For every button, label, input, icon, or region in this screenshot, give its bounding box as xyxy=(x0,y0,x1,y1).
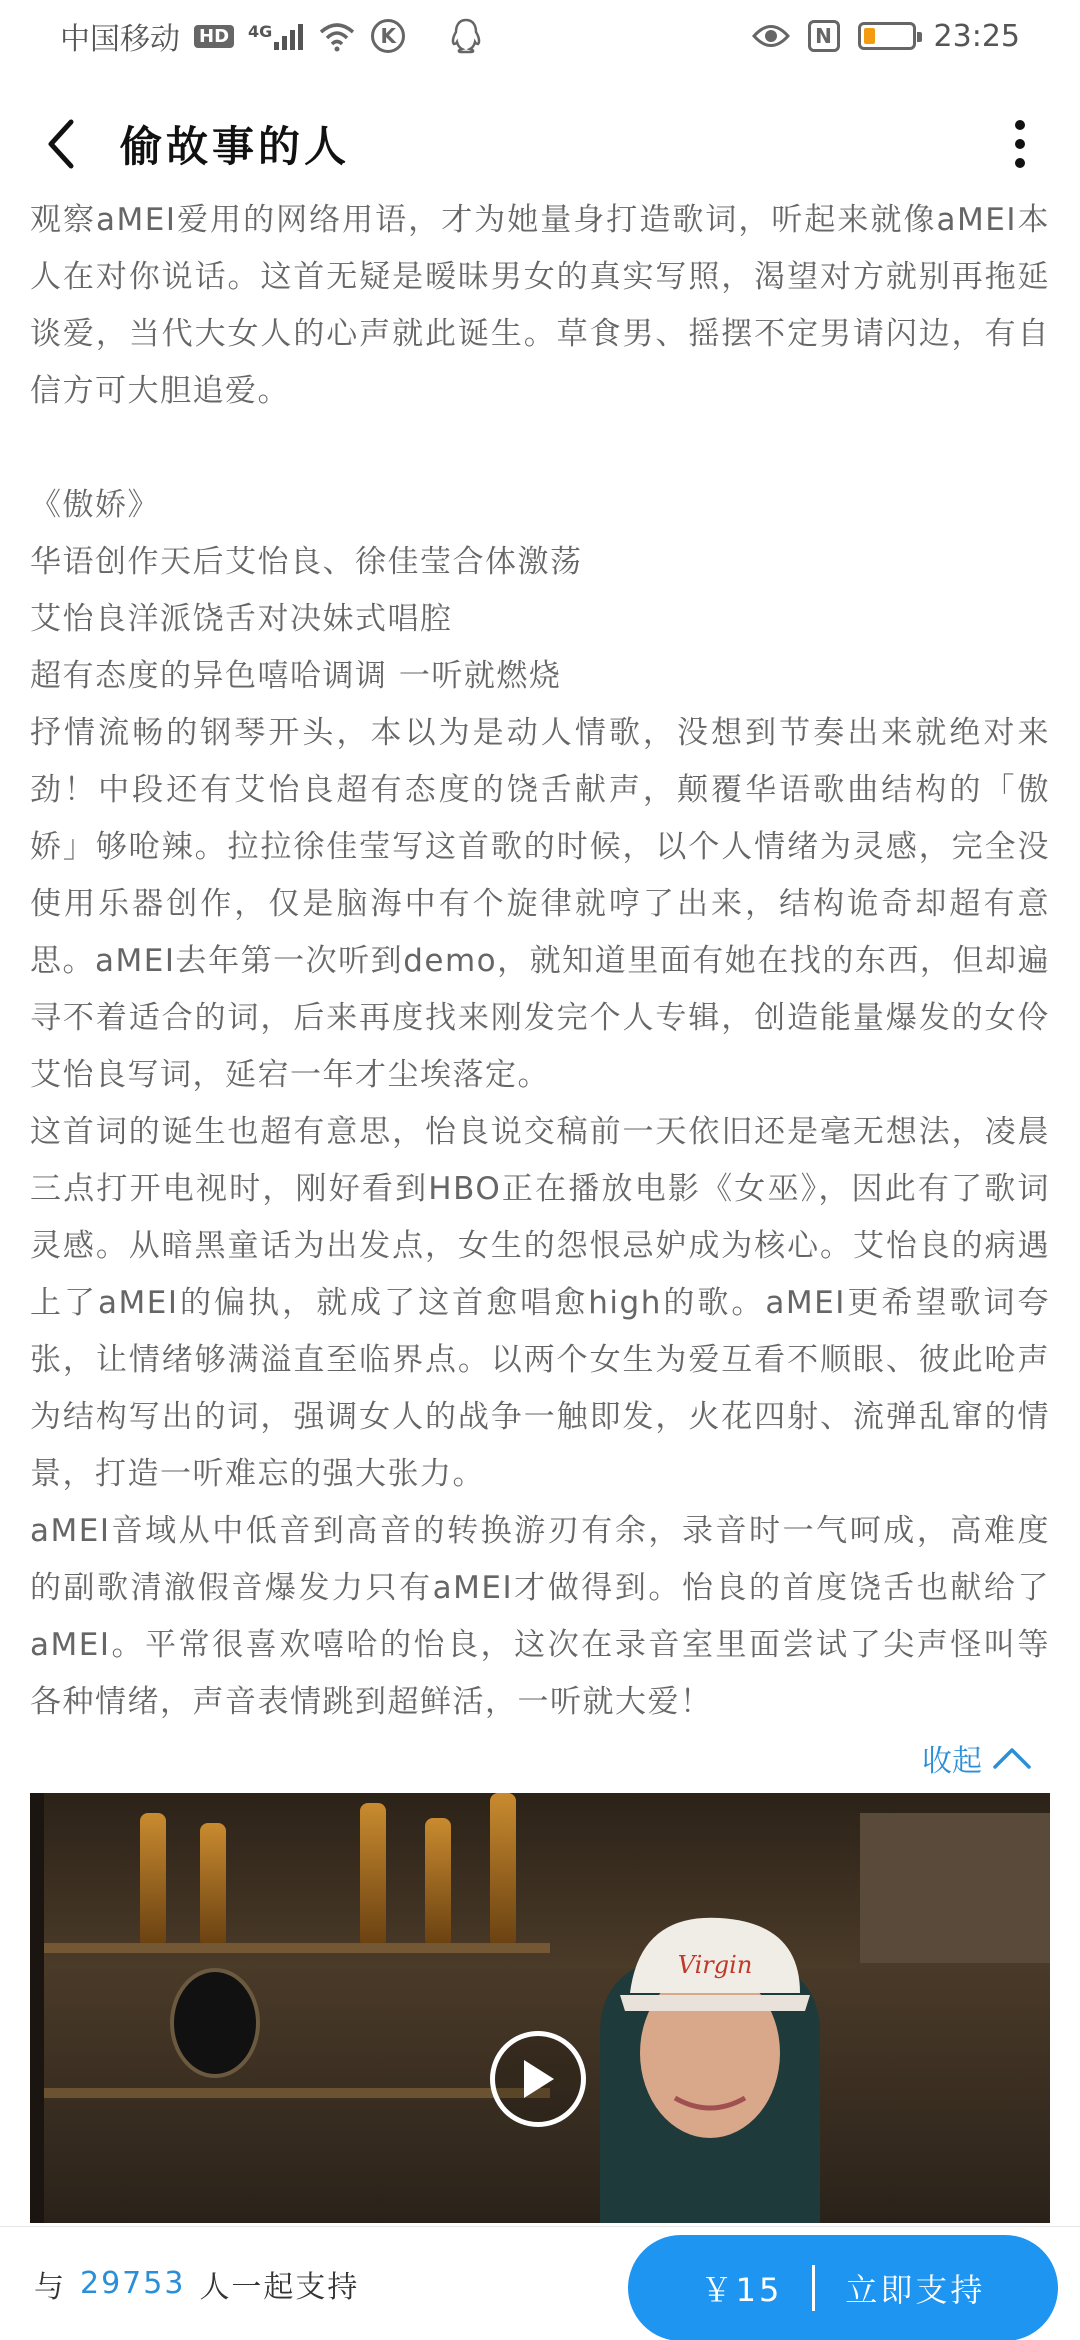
more-options-button[interactable] xyxy=(1000,109,1040,179)
article-body xyxy=(30,192,1050,1731)
supporter-number: 29753 xyxy=(80,2266,186,2301)
clock: 23:25 xyxy=(933,18,1020,54)
play-button[interactable] xyxy=(490,2031,586,2127)
video-pillar xyxy=(30,1793,44,2223)
support-now-button[interactable] xyxy=(628,2235,1058,2340)
video-trophy xyxy=(170,1968,260,2078)
collapse-button[interactable] xyxy=(922,1736,1032,1780)
video-person xyxy=(560,1883,860,2223)
article-paragraph: 抒情流畅的钢琴开头，本以为是动人情歌，没想到节奏出来就绝对来劲！中段还有艾怡良超有态度的饶舌献声，颠覆华语歌曲结构的「傲娇」够呛辣。拉拉徐佳莹写这首歌的时候，以个人情绪为灵感，完全没使用乐器创作，仅是脑海中有个旋律就哼了出来，结构诡奇却超有意思。aMEI去年第一次听到demo，就知道里面有她在找的东西，但却遍寻不着适合的词，后来再度找来刚发完个人专辑，创造能量爆发的女伶艾怡良写词，延宕一年才尘埃落定。 xyxy=(30,715,1050,1093)
eye-icon xyxy=(752,23,790,49)
support-label: 立即支持 xyxy=(845,2271,986,2309)
song-title: 《傲娇》 xyxy=(30,487,160,523)
article-paragraph: 这首词的诞生也超有意思，怡良说交稿前一天依旧还是毫无想法，凌晨三点打开电视时，刚好看到HBO正在播放电影《女巫》，因此有了歌词灵感。从暗黑童话为出发点，女生的怨恨忌妒成为核心。艾怡良的病遇上了aMEI的偏执，就成了这首愈唱愈high的歌。aMEI更希望歌词夸张，让情绪够满溢直至临界点。以两个女生为爱互看不顺眼、彼此呛声为结构写出的词，强调女人的战争一触即发，火花四射、流弹乱窜的情景，打造一听难忘的强大张力。 xyxy=(30,1114,1050,1492)
count-suffix: 人一起支持 xyxy=(199,2269,360,2305)
hd-badge: HD xyxy=(194,25,234,48)
video-bottle xyxy=(425,1818,451,1943)
count-prefix: 与 xyxy=(34,2269,66,2305)
article-paragraph: 艾怡良洋派饶舌对决妹式唱腔 xyxy=(30,601,453,637)
price-label: ￥15 xyxy=(700,2271,783,2309)
cap-logo: Virgin xyxy=(677,1951,753,1979)
more-dot-icon xyxy=(1015,158,1025,168)
article-paragraph: 超有态度的异色嘻哈调调 一听就燃烧 xyxy=(30,658,562,694)
article-paragraph: aMEI音域从中低音到高音的转换游刃有余，录音时一气呵成，高难度的副歌清澈假音爆发力只有aMEI才做得到。怡良的首度饶舌也献给了aMEI。平常很喜欢嘻哈的怡良，这次在录音室里面尝试了尖声怪叫等各种情绪，声音表情跳到超鲜活，一听就大爱！ xyxy=(30,1513,1050,1720)
battery-icon xyxy=(858,22,916,50)
video-shelf xyxy=(30,1943,550,1953)
article-paragraph: 华语创作天后艾怡良、徐佳莹合体激荡 xyxy=(30,544,583,580)
button-divider xyxy=(812,2265,815,2311)
collapse-label: 收起 xyxy=(922,1744,982,1779)
wifi-icon xyxy=(317,20,357,52)
app-header xyxy=(0,96,1080,192)
carrier-label: 中国移动 xyxy=(60,22,180,57)
network-type-label: 4G xyxy=(248,22,273,41)
video-bottle xyxy=(490,1793,516,1943)
k-app-icon: K xyxy=(371,19,405,53)
nfc-icon: N xyxy=(808,20,840,52)
page-title: 偷故事的人 xyxy=(120,122,351,171)
video-player[interactable] xyxy=(30,1793,1050,2223)
article-paragraph: 观察aMEI爱用的网络用语，才为她量身打造歌词，听起来就像aMEI本人在对你说话。这首无疑是暧昧男女的真实写照，渴望对方就别再拖延谈爱，当代大女人的心声就此诞生。草食男、摇摆不定男请闪边，有自信方可大胆追爱。 xyxy=(30,202,1050,409)
video-bottle xyxy=(360,1803,386,1943)
video-shelf xyxy=(30,2088,550,2098)
cellular-signal-icon xyxy=(248,22,303,50)
back-button[interactable] xyxy=(30,114,90,174)
more-dot-icon xyxy=(1015,120,1025,130)
chevron-up-icon xyxy=(992,1746,1032,1770)
more-dot-icon xyxy=(1015,139,1025,149)
bottom-action-bar xyxy=(0,2226,1080,2340)
video-poster xyxy=(860,1813,1050,1963)
play-icon xyxy=(518,2057,558,2101)
qq-icon xyxy=(449,17,483,55)
chevron-left-icon xyxy=(45,118,75,170)
video-bottle xyxy=(140,1813,166,1943)
video-bottle xyxy=(200,1823,226,1943)
supporter-count xyxy=(34,2262,359,2306)
status-bar xyxy=(0,0,1080,72)
